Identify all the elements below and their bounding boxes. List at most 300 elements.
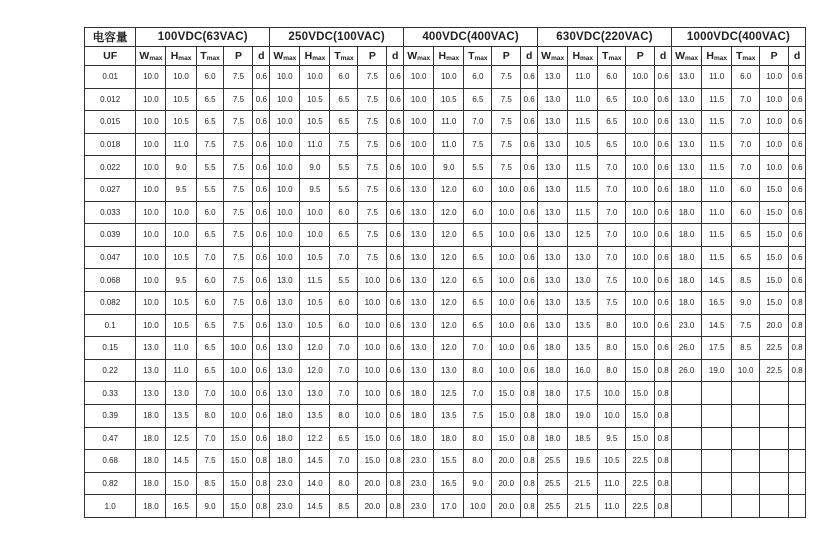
table-cell: 0.6 [789,178,806,201]
table-cell [671,427,701,450]
table-cell: 10.0 [136,269,166,292]
table-cell: 6.0 [464,178,492,201]
table-cell: 10.0 [136,201,166,224]
column-label: d [258,50,265,62]
table-cell: 0.6 [253,178,270,201]
table-cell: 7.5 [224,201,253,224]
table-cell: 20.0 [492,450,521,473]
column-label: W [675,50,685,62]
table-cell: 0.6 [387,314,404,337]
table-cell: 15.0 [760,291,789,314]
table-row [85,291,806,314]
table-cell: 10.5 [166,246,196,269]
table-cell: 0.8 [655,472,672,495]
table-cell [702,382,732,405]
h-max-header [568,47,598,66]
table-cell: 10.0 [270,178,300,201]
table-cell: 25.5 [538,450,568,473]
table-cell [760,450,789,473]
column-label: P [502,50,510,62]
table-cell: 10.0 [760,133,789,156]
table-cell [671,450,701,473]
table-cell: 6.0 [464,66,492,89]
table-cell: 13.0 [538,269,568,292]
table-cell: 6.0 [196,66,224,89]
t-max-header [196,47,224,66]
table-cell: 0.8 [789,314,806,337]
table-cell: 10.0 [166,224,196,247]
table-cell: 13.0 [538,156,568,179]
column-label-subscript: max [551,55,565,62]
table-cell: 10.5 [300,291,330,314]
table-cell: 22.5 [626,472,655,495]
table-cell: 18.0 [671,224,701,247]
table-cell: 10.0 [270,88,300,111]
table-cell [732,382,760,405]
w-max-header [270,47,300,66]
table-cell: 9.0 [732,291,760,314]
table-cell: 10.5 [598,450,626,473]
table-cell: 10.0 [136,88,166,111]
table-cell: 13.0 [404,269,434,292]
table-cell [760,472,789,495]
table-cell: 18.0 [671,269,701,292]
table-cell: 10.0 [598,404,626,427]
table-cell: 10.0 [270,133,300,156]
pitch-header [224,47,253,66]
table-cell: 15.0 [760,178,789,201]
table-cell: 10.0 [626,66,655,89]
table-cell: 6.0 [196,201,224,224]
table-cell: 20.0 [760,314,789,337]
table-cell: 7.0 [330,382,358,405]
table-cell: 8.0 [598,314,626,337]
table-cell [760,382,789,405]
table-cell: 0.6 [253,133,270,156]
table-cell: 0.6 [387,156,404,179]
table-cell: 10.5 [568,133,598,156]
table-cell: 0.6 [387,111,404,134]
table-cell: 15.0 [626,404,655,427]
table-cell: 0.6 [253,66,270,89]
table-cell: 0.6 [253,156,270,179]
capacitance-value: 0.39 [85,404,136,427]
table-cell: 17.5 [568,382,598,405]
capacitance-value: 0.22 [85,359,136,382]
table-cell: 6.5 [464,224,492,247]
table-cell: 11.0 [568,88,598,111]
table-cell: 0.6 [789,156,806,179]
table-cell: 10.5 [300,111,330,134]
table-cell: 22.5 [626,495,655,518]
table-row [85,88,806,111]
table-cell: 10.5 [166,291,196,314]
table-cell: 7.5 [358,66,387,89]
table-cell: 12.0 [434,246,464,269]
table-cell: 19.0 [702,359,732,382]
table-cell: 6.5 [196,111,224,134]
table-cell: 6.0 [464,201,492,224]
column-label: T [735,50,743,62]
table-cell: 7.0 [732,156,760,179]
table-cell: 10.0 [492,201,521,224]
column-label: H [304,50,313,62]
table-cell: 10.0 [136,291,166,314]
table-cell: 20.0 [492,472,521,495]
table-cell: 13.0 [404,359,434,382]
table-cell: 20.0 [358,472,387,495]
table-cell: 7.5 [598,269,626,292]
table-cell: 10.0 [760,88,789,111]
table-row [85,111,806,134]
table-cell: 13.0 [300,382,330,405]
table-cell: 7.5 [224,269,253,292]
table-cell: 0.6 [387,337,404,360]
table-cell: 0.6 [387,382,404,405]
table-cell: 0.6 [253,427,270,450]
table-cell: 7.5 [224,246,253,269]
capacitance-value: 0.015 [85,111,136,134]
table-cell: 10.0 [270,111,300,134]
column-label: H [438,50,447,62]
table-cell: 6.5 [464,88,492,111]
table-cell [702,472,732,495]
table-cell: 12.0 [300,359,330,382]
table-cell: 6.5 [732,246,760,269]
table-cell: 13.0 [671,156,701,179]
table-cell: 11.5 [702,224,732,247]
table-cell: 0.6 [253,337,270,360]
table-cell: 0.8 [521,450,538,473]
voltage-group-header: 100VDC(63VAC) [136,28,270,47]
voltage-group-header: 250VDC(100VAC) [270,28,404,47]
table-cell: 8.0 [330,472,358,495]
table-cell: 17.0 [434,495,464,518]
column-label: d [659,50,667,62]
column-label-subscript: max [340,55,354,62]
column-label-subscript: max [206,55,220,62]
table-cell: 7.0 [464,337,492,360]
column-label: T [334,50,341,62]
table-cell: 10.0 [732,359,760,382]
table-cell: 18.0 [404,404,434,427]
table-cell: 5.5 [196,156,224,179]
table-cell: 0.6 [387,246,404,269]
table-cell: 10.0 [270,246,300,269]
table-cell: 13.0 [538,133,568,156]
table-row [85,269,806,292]
table-cell: 8.0 [196,404,224,427]
table-cell: 13.0 [671,88,701,111]
table-cell [789,450,806,473]
table-cell [671,472,701,495]
table-cell: 0.8 [387,450,404,473]
table-cell [760,404,789,427]
table-cell: 18.0 [270,427,300,450]
column-label-subscript: max [312,55,326,62]
table-cell: 8.5 [732,269,760,292]
table-cell: 20.0 [358,495,387,518]
table-cell: 13.0 [538,224,568,247]
table-cell: 13.0 [671,133,701,156]
t-max-header [464,47,492,66]
table-cell: 6.0 [330,66,358,89]
table-cell: 15.0 [224,427,253,450]
table-cell: 10.0 [492,246,521,269]
table-cell: 10.0 [224,337,253,360]
table-cell [732,404,760,427]
column-label-subscript: max [580,55,594,62]
table-cell: 8.0 [464,450,492,473]
table-cell [789,495,806,518]
table-cell: 11.0 [166,133,196,156]
table-cell: 7.0 [330,337,358,360]
table-cell: 0.6 [253,314,270,337]
table-cell: 26.0 [671,359,701,382]
table-cell: 7.5 [224,224,253,247]
table-cell: 7.5 [224,133,253,156]
table-cell: 7.5 [464,404,492,427]
table-row [85,178,806,201]
table-cell: 10.0 [358,291,387,314]
table-cell: 15.0 [626,359,655,382]
table-cell: 0.8 [521,382,538,405]
table-cell: 12.0 [434,178,464,201]
table-cell: 13.0 [404,291,434,314]
table-cell: 22.5 [760,337,789,360]
table-cell: 23.0 [404,472,434,495]
table-cell: 7.5 [358,178,387,201]
table-cell: 10.0 [404,88,434,111]
table-cell: 12.0 [434,337,464,360]
table-cell: 10.0 [270,201,300,224]
lead-diameter-header [789,47,806,66]
table-cell: 8.5 [330,495,358,518]
table-cell: 10.5 [300,314,330,337]
table-cell: 19.5 [568,450,598,473]
table-cell: 0.6 [789,269,806,292]
table-row [85,382,806,405]
table-cell [732,450,760,473]
table-cell: 9.5 [300,178,330,201]
table-cell: 7.0 [330,246,358,269]
table-cell: 7.5 [732,314,760,337]
table-cell: 12.5 [166,427,196,450]
table-cell: 0.6 [387,178,404,201]
table-cell: 0.8 [387,495,404,518]
table-cell: 0.8 [655,450,672,473]
capacitance-value: 0.47 [85,427,136,450]
table-cell: 6.0 [196,269,224,292]
table-cell: 7.5 [224,178,253,201]
table-cell: 0.8 [253,495,270,518]
table-cell: 0.6 [789,66,806,89]
table-cell: 7.0 [598,178,626,201]
table-cell: 10.0 [760,156,789,179]
table-cell: 7.5 [358,156,387,179]
table-cell: 9.0 [434,156,464,179]
table-cell: 7.5 [224,314,253,337]
table-cell: 13.0 [270,291,300,314]
column-label-subscript: max [713,55,727,62]
capacitance-value: 0.068 [85,269,136,292]
table-cell: 6.0 [732,201,760,224]
table-cell: 0.6 [655,156,672,179]
table-cell: 6.0 [196,291,224,314]
table-row [85,404,806,427]
h-max-header [166,47,196,66]
table-cell: 15.0 [760,224,789,247]
table-cell: 6.0 [330,314,358,337]
table-cell: 11.0 [702,201,732,224]
table-cell: 7.5 [358,111,387,134]
table-cell: 13.0 [270,337,300,360]
table-cell: 23.0 [270,472,300,495]
capacitance-value: 0.027 [85,178,136,201]
table-cell: 6.5 [732,224,760,247]
table-cell: 11.5 [702,246,732,269]
table-cell: 6.0 [732,66,760,89]
table-cell: 7.5 [330,133,358,156]
table-cell: 10.0 [492,178,521,201]
table-cell: 11.0 [434,133,464,156]
table-cell: 13.5 [300,404,330,427]
table-cell: 13.0 [404,201,434,224]
table-cell: 15.0 [166,472,196,495]
table-cell: 10.0 [626,178,655,201]
table-cell: 10.5 [166,88,196,111]
table-cell: 13.0 [538,66,568,89]
capacitance-value: 0.1 [85,314,136,337]
table-cell: 0.6 [253,201,270,224]
table-cell: 5.5 [196,178,224,201]
table-cell: 10.0 [166,66,196,89]
table-cell: 25.5 [538,495,568,518]
table-cell: 18.0 [671,201,701,224]
table-cell: 0.6 [253,269,270,292]
table-cell: 13.5 [568,314,598,337]
table-cell: 9.5 [598,427,626,450]
pitch-header [760,47,789,66]
column-label: W [407,50,418,62]
table-cell: 0.6 [655,111,672,134]
column-label-subscript: max [417,55,431,62]
table-cell: 6.5 [330,427,358,450]
table-cell: 10.0 [404,111,434,134]
table-cell [671,495,701,518]
table-row [85,427,806,450]
table-cell: 18.0 [538,427,568,450]
table-cell: 7.0 [598,156,626,179]
table-cell: 10.5 [300,88,330,111]
capacitance-value: 0.68 [85,450,136,473]
voltage-group-header: 400VDC(400VAC) [404,28,538,47]
table-cell: 0.6 [387,88,404,111]
table-cell: 0.8 [789,291,806,314]
table-cell: 9.0 [300,156,330,179]
table-cell: 7.5 [358,133,387,156]
table-cell: 23.0 [404,450,434,473]
table-cell: 6.5 [598,88,626,111]
capacitance-value: 0.33 [85,382,136,405]
table-cell: 7.5 [492,66,521,89]
table-cell: 7.0 [598,224,626,247]
table-cell: 13.0 [404,337,434,360]
table-cell: 10.0 [270,66,300,89]
table-cell: 10.0 [358,314,387,337]
table-cell: 6.5 [196,314,224,337]
column-label: W [273,50,284,62]
table-cell: 0.6 [655,201,672,224]
table-cell: 15.0 [358,450,387,473]
table-cell: 0.6 [387,404,404,427]
table-cell: 15.0 [760,246,789,269]
table-cell: 11.0 [702,178,732,201]
table-cell: 0.8 [655,495,672,518]
table-cell: 0.6 [521,88,538,111]
table-cell: 11.0 [598,495,626,518]
table-cell: 7.5 [358,88,387,111]
table-cell: 18.0 [538,359,568,382]
capacitance-header: 电容量 [85,28,136,47]
table-cell: 7.0 [732,133,760,156]
table-cell: 10.5 [434,88,464,111]
table-cell: 11.5 [702,88,732,111]
table-cell: 0.6 [521,359,538,382]
table-cell: 13.0 [568,269,598,292]
table-cell: 12.0 [434,291,464,314]
voltage-group-header: 1000VDC(400VAC) [671,28,805,47]
table-cell: 0.6 [253,88,270,111]
table-cell: 10.0 [136,156,166,179]
table-cell [789,382,806,405]
table-cell: 10.5 [166,314,196,337]
table-cell: 8.0 [464,359,492,382]
w-max-header [404,47,434,66]
table-cell: 11.5 [568,156,598,179]
table-cell: 11.5 [702,133,732,156]
table-cell: 0.6 [655,66,672,89]
table-cell: 18.0 [671,246,701,269]
table-cell: 7.0 [464,382,492,405]
table-cell: 22.5 [760,359,789,382]
column-label-subscript: max [178,55,192,62]
table-cell: 12.2 [300,427,330,450]
table-cell: 0.6 [387,66,404,89]
capacitance-value: 0.033 [85,201,136,224]
table-cell: 10.0 [270,156,300,179]
table-cell [760,427,789,450]
table-cell: 9.5 [166,269,196,292]
table-cell: 0.8 [655,359,672,382]
table-cell: 10.0 [626,133,655,156]
table-cell: 10.0 [434,66,464,89]
table-cell: 6.5 [464,246,492,269]
table-cell: 13.0 [538,178,568,201]
table-cell: 9.0 [196,495,224,518]
column-label-subscript: max [446,55,460,62]
table-cell: 14.5 [702,269,732,292]
table-cell: 13.0 [538,201,568,224]
column-label-subscript: max [742,55,756,62]
table-cell: 0.6 [521,66,538,89]
table-cell: 13.5 [568,291,598,314]
capacitor-spec-table [84,27,806,518]
table-cell: 0.6 [789,201,806,224]
capacitance-value: 0.018 [85,133,136,156]
table-cell: 7.5 [224,111,253,134]
table-cell: 18.0 [270,404,300,427]
